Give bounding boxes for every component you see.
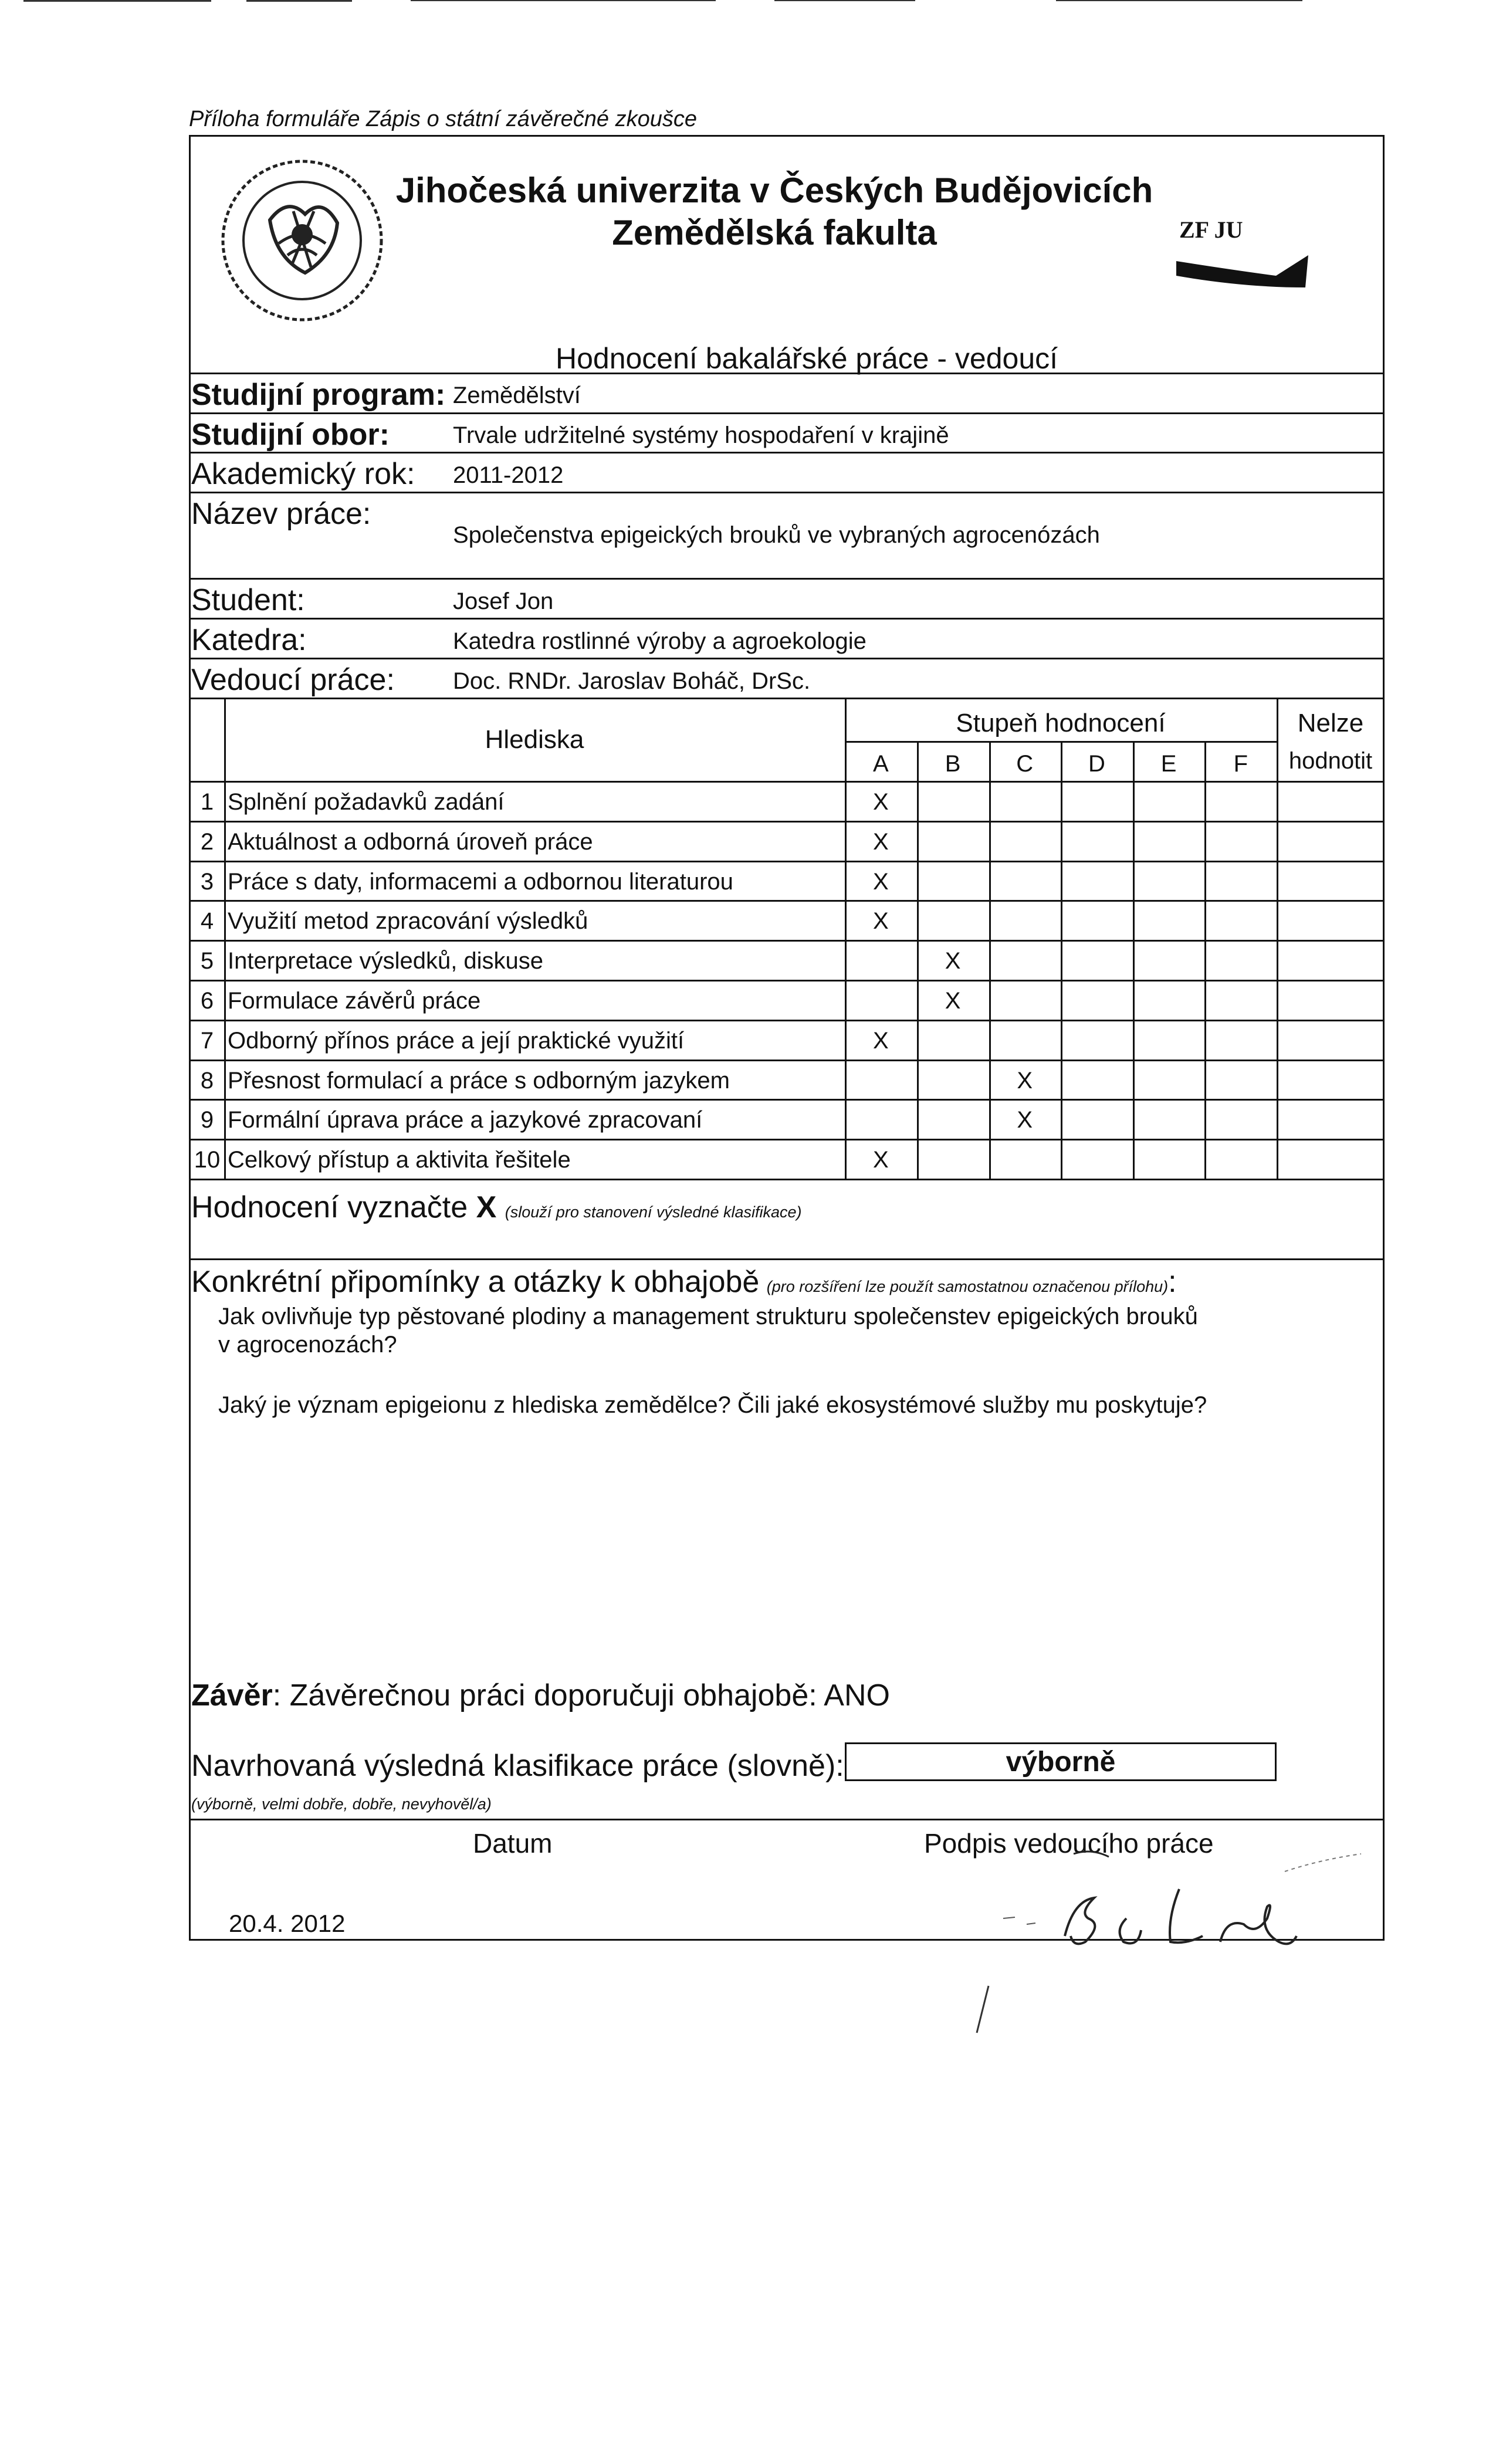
divider xyxy=(189,698,1385,699)
row-number: 3 xyxy=(200,868,214,895)
divider xyxy=(189,1258,1385,1260)
grade-mark: X xyxy=(873,1147,889,1173)
row-number: 1 xyxy=(200,789,214,815)
grade-options: (výborně, velmi dobře, dobře, nevyhověl/a) xyxy=(191,1795,492,1813)
year-value: 2011-2012 xyxy=(453,462,564,488)
divider xyxy=(189,492,1385,493)
row-number: 9 xyxy=(200,1107,214,1133)
question-2: Jaký je význam epigeionu z hlediska zemědělce? Čili jaké ekosystémové služby mu poskytuje? xyxy=(218,1392,1207,1418)
divider xyxy=(189,412,1385,414)
grade-column-e: E xyxy=(1160,751,1177,777)
criterion-label: Využití metod zpracování výsledků xyxy=(228,908,588,935)
conclusion-row xyxy=(191,1678,890,1713)
grade-header: Stupeň hodnocení xyxy=(956,709,1166,737)
row-number: 2 xyxy=(200,828,214,855)
criterion-label: Formální úprava práce a jazykové zpracovaní xyxy=(228,1107,703,1133)
student-value: Josef Jon xyxy=(453,588,554,614)
divider xyxy=(189,658,1385,659)
legend xyxy=(191,1190,802,1225)
student-label: Student: xyxy=(191,583,305,617)
signature-label: Podpis vedoucího práce xyxy=(924,1828,1214,1859)
criterion-label: Odborný přínos práce a její praktické využití xyxy=(228,1027,685,1054)
university-name: Jihočeská univerzita v Českých Budějovicích xyxy=(395,171,1153,210)
table-row-divider xyxy=(189,1020,1385,1021)
grade-column-f: F xyxy=(1233,751,1248,777)
comments-heading-colon: : xyxy=(1168,1265,1177,1299)
year-label: Akademický rok: xyxy=(191,457,415,491)
criteria-header: Hlediska xyxy=(485,725,584,754)
criterion-label: Interpretace výsledků, diskuse xyxy=(228,948,544,974)
legend-text: Hodnocení vyznačte xyxy=(191,1190,468,1224)
grade-mark: X xyxy=(873,1027,889,1054)
grade-mark: X xyxy=(1017,1067,1033,1094)
grade-mark: X xyxy=(945,948,961,974)
table-row-divider xyxy=(189,821,1385,823)
divider xyxy=(189,373,1385,374)
grade-column-b: B xyxy=(945,751,961,777)
criterion-label: Celkový přístup a aktivita řešitele xyxy=(228,1147,571,1173)
date-label: Datum xyxy=(473,1828,553,1859)
comments-heading: Konkrétní připomínky a otázky k obhajobě xyxy=(191,1265,760,1299)
criterion-label: Přesnost formulací a práce s odborným jazykem xyxy=(228,1067,730,1094)
row-number: 7 xyxy=(200,1027,214,1054)
legend-mark: X xyxy=(476,1190,497,1224)
scan-edge-artifact xyxy=(0,0,1496,8)
row-number: 6 xyxy=(200,988,214,1014)
question-1-line-1: Jak ovlivňuje typ pěstované plodiny a management strukturu společenstev epigeických brouků xyxy=(218,1304,1198,1329)
field-label: Studijní obor: xyxy=(191,418,390,452)
divider xyxy=(189,1819,1385,1820)
table-row-divider xyxy=(189,861,1385,862)
grade-mark: X xyxy=(873,789,889,815)
divider xyxy=(189,618,1385,620)
pen-stroke-icon xyxy=(971,1983,994,2036)
table-row-divider xyxy=(189,940,1385,942)
faculty-logo-text: ZF JU xyxy=(1179,216,1243,243)
criterion-label: Aktuálnost a odborná úroveň práce xyxy=(228,828,593,855)
grade-mark: X xyxy=(945,988,961,1014)
row-number: 4 xyxy=(200,908,214,935)
program-label: Studijní program: xyxy=(191,378,446,412)
grade-mark: X xyxy=(873,828,889,855)
table-row-divider xyxy=(189,1139,1385,1140)
final-grade-value: výborně xyxy=(1006,1747,1116,1778)
table-line xyxy=(1061,741,1062,1179)
form-title: Hodnocení bakalářské práce - vedoucí xyxy=(555,342,1058,375)
grade-column-d: D xyxy=(1088,751,1105,777)
department-value: Katedra rostlinné výroby a agroekologie xyxy=(453,628,867,654)
criterion-label: Práce s daty, informacemi a odbornou literaturou xyxy=(228,868,733,895)
not-evaluable-header-line1: Nelze xyxy=(1297,709,1364,737)
final-grade-label: Navrhovaná výsledná klasifikace práce (slovně): xyxy=(191,1749,844,1783)
table-line xyxy=(1133,741,1135,1179)
faculty-name: Zemědělská fakulta xyxy=(612,213,937,252)
table-line xyxy=(917,741,919,1179)
row-number: 8 xyxy=(200,1067,214,1094)
table-line xyxy=(224,698,226,1179)
row-number: 5 xyxy=(200,948,214,974)
table-row-divider xyxy=(189,1179,1385,1180)
title-label: Název práce: xyxy=(191,497,371,531)
grade-mark: X xyxy=(873,868,889,895)
supervisor-label: Vedoucí práce: xyxy=(191,663,395,697)
question-1-line-2: v agrocenozách? xyxy=(218,1332,397,1358)
grade-column-a: A xyxy=(873,751,889,777)
divider xyxy=(189,578,1385,580)
grade-column-c: C xyxy=(1016,751,1034,777)
signature-icon xyxy=(991,1848,1367,1965)
table-row-divider xyxy=(189,900,1385,902)
program-value: Zemědělství xyxy=(453,383,581,408)
comments-heading-row xyxy=(191,1264,1177,1299)
faculty-logo-icon xyxy=(1173,243,1314,290)
table-line xyxy=(989,741,991,1179)
table-row-divider xyxy=(189,1060,1385,1061)
comments-heading-note: (pro rozšíření lze použít samostatnou označenou přílohu) xyxy=(766,1278,1169,1295)
conclusion-label: Závěr xyxy=(191,1678,273,1712)
university-seal-icon xyxy=(217,155,387,326)
legend-note: (slouží pro stanovení výsledné klasifikace) xyxy=(505,1203,802,1221)
not-evaluable-header-line2: hodnotit xyxy=(1288,748,1373,774)
row-number: 10 xyxy=(194,1147,221,1173)
conclusion-text: : Závěrečnou práci doporučuji obhajobě: ANO xyxy=(272,1678,890,1712)
department-label: Katedra: xyxy=(191,623,307,657)
field-value: Trvale udržitelné systémy hospodaření v krajině xyxy=(453,422,949,448)
grade-mark: X xyxy=(1017,1107,1033,1133)
criterion-label: Splnění požadavků zadání xyxy=(228,789,505,815)
grade-mark: X xyxy=(873,908,889,935)
criterion-label: Formulace závěrů práce xyxy=(228,988,481,1014)
date-value: 20.4. 2012 xyxy=(229,1910,346,1937)
table-row-divider xyxy=(189,1099,1385,1101)
supervisor-value: Doc. RNDr. Jaroslav Boháč, DrSc. xyxy=(453,668,811,694)
table-line xyxy=(1204,741,1206,1179)
title-value: Společenstva epigeických brouků ve vybraných agrocenózách xyxy=(453,522,1100,548)
attachment-note: Příloha formuláře Zápis o státní závěrečné zkoušce xyxy=(189,107,697,131)
table-row-divider xyxy=(189,980,1385,981)
